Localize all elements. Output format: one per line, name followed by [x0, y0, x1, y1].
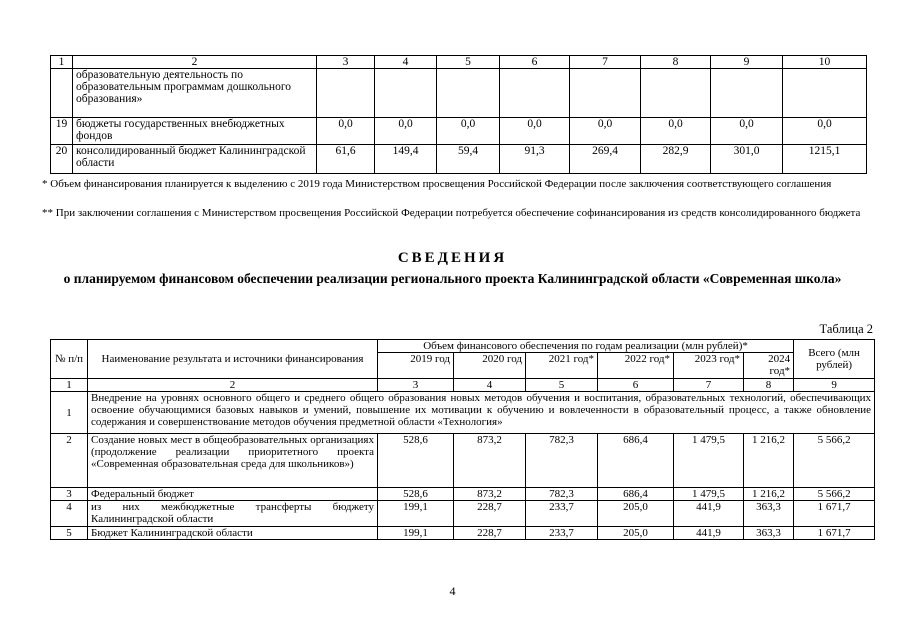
header-name: Наименование результата и источники финансирования: [88, 340, 378, 379]
row-num: 19: [51, 118, 73, 145]
table-header-row: [51, 340, 875, 353]
cell: 0,0: [375, 118, 437, 145]
col-num: 8: [744, 379, 794, 392]
cell: [570, 69, 641, 118]
col-num: 3: [317, 56, 375, 69]
cell: [375, 69, 437, 118]
cell: 1 479,5: [674, 488, 744, 501]
cell: 199,1: [378, 527, 454, 540]
cell: 686,4: [598, 434, 674, 488]
row-num: 2: [51, 434, 88, 488]
cell: 782,3: [526, 434, 598, 488]
cell: 233,7: [526, 501, 598, 527]
footnote-1: * Объем финансирования планируется к выделению с 2019 года Министерством просвещения Российской Федерации после заключения соответствующего соглашения: [42, 178, 832, 190]
row-name: Создание новых мест в общеобразовательных организациях (продолжение реализации приоритетного проекта «Современная образовательная среда для школьников»): [88, 434, 378, 488]
cell: 441,9: [674, 527, 744, 540]
col-num: 4: [454, 379, 526, 392]
cell: 228,7: [454, 527, 526, 540]
col-num: 2: [88, 379, 378, 392]
row-name: Бюджет Калининградской области: [88, 527, 378, 540]
cell: 0,0: [783, 118, 867, 145]
cell: [317, 69, 375, 118]
row-name: бюджеты государственных внебюджетных фондов: [73, 118, 317, 145]
col-num: 8: [641, 56, 711, 69]
row-name: Федеральный бюджет: [88, 488, 378, 501]
cell: [500, 69, 570, 118]
cell: 228,7: [454, 501, 526, 527]
cell: 528,6: [378, 488, 454, 501]
row-name: из них межбюджетные трансферты бюджету Калининградской области: [88, 501, 378, 527]
cell: 873,2: [454, 488, 526, 501]
cell: 363,3: [744, 527, 794, 540]
header-year: 2019 год: [378, 353, 454, 379]
table-row: [51, 434, 875, 488]
table-row: [51, 145, 867, 174]
table-row: [51, 69, 867, 118]
cell: 282,9: [641, 145, 711, 174]
cell: 363,3: [744, 501, 794, 527]
col-num: 2: [73, 56, 317, 69]
cell: 782,3: [526, 488, 598, 501]
header-total: Всего (млн рублей): [794, 340, 875, 379]
row-num: 1: [51, 392, 88, 434]
cell: 5 566,2: [794, 488, 875, 501]
cell: [783, 69, 867, 118]
cell: 59,4: [437, 145, 500, 174]
cell: 0,0: [711, 118, 783, 145]
header-year: 2020 год: [454, 353, 526, 379]
cell: 91,3: [500, 145, 570, 174]
cell: 301,0: [711, 145, 783, 174]
header-year: 2022 год*: [598, 353, 674, 379]
col-num: 1: [51, 56, 73, 69]
cell: 0,0: [570, 118, 641, 145]
cell: 686,4: [598, 488, 674, 501]
cell: 205,0: [598, 527, 674, 540]
continuation-table: [50, 55, 867, 174]
page-number: 4: [449, 584, 456, 598]
table-row: [51, 118, 867, 145]
row-num: 5: [51, 527, 88, 540]
row-num: 4: [51, 501, 88, 527]
row-num: 3: [51, 488, 88, 501]
table-header-row: [51, 56, 867, 69]
cell: 205,0: [598, 501, 674, 527]
cell: 873,2: [454, 434, 526, 488]
cell: 199,1: [378, 501, 454, 527]
row-name: консолидированный бюджет Калининградской области: [73, 145, 317, 174]
header-year: 2023 год*: [674, 353, 744, 379]
table-row: [51, 488, 875, 501]
header-year: 2024 год*: [744, 353, 794, 379]
col-num: 4: [375, 56, 437, 69]
section-title: СВЕДЕНИЯ: [397, 250, 508, 266]
cell: 441,9: [674, 501, 744, 527]
col-num: 1: [51, 379, 88, 392]
header-years: Объем финансового обеспечения по годам реализации (млн рублей)*: [378, 340, 794, 353]
cell: 0,0: [500, 118, 570, 145]
row-num: 20: [51, 145, 73, 174]
cell: [437, 69, 500, 118]
header-year: 2021 год*: [526, 353, 598, 379]
cell: 269,4: [570, 145, 641, 174]
col-num: 10: [783, 56, 867, 69]
cell: 149,4: [375, 145, 437, 174]
table-row: [51, 501, 875, 527]
table-row: [51, 527, 875, 540]
cell: [711, 69, 783, 118]
cell: 1 671,7: [794, 527, 875, 540]
cell: 1215,1: [783, 145, 867, 174]
col-num: 9: [711, 56, 783, 69]
row-text: Внедрение на уровнях основного общего и среднего общего образования новых методов обучения и воспитания, образовательных технологий, обеспечивающих освоение обучающимися базовых навыков и умений, повышение их мотивации к обучению и вовлеченности в образовательный процесс, а также обновление содержания и совершенствование методов обучения предметной области «Технология»: [88, 392, 875, 434]
section-subtitle: о планируемом финансовом обеспечении реализации регионального проекта Калининградской области «Современная школа»: [63, 271, 842, 286]
table-colnum-row: [51, 379, 875, 392]
col-num: 3: [378, 379, 454, 392]
row-num: [51, 69, 73, 118]
col-num: 5: [526, 379, 598, 392]
header-num: № п/п: [51, 340, 88, 379]
cell: 233,7: [526, 527, 598, 540]
cell: 1 216,2: [744, 434, 794, 488]
cell: 1 671,7: [794, 501, 875, 527]
cell: 1 479,5: [674, 434, 744, 488]
col-num: 9: [794, 379, 875, 392]
cell: 528,6: [378, 434, 454, 488]
col-num: 5: [437, 56, 500, 69]
col-num: 7: [570, 56, 641, 69]
cell: 5 566,2: [794, 434, 875, 488]
table-label: Таблица 2: [819, 322, 873, 336]
row-name: образовательную деятельность по образовательным программам дошкольного образования»: [73, 69, 317, 118]
cell: [641, 69, 711, 118]
financing-table: [50, 339, 875, 540]
table-row: [51, 392, 875, 434]
col-num: 6: [500, 56, 570, 69]
cell: 0,0: [437, 118, 500, 145]
col-num: 7: [674, 379, 744, 392]
cell: 0,0: [317, 118, 375, 145]
cell: 1 216,2: [744, 488, 794, 501]
col-num: 6: [598, 379, 674, 392]
cell: 61,6: [317, 145, 375, 174]
cell: 0,0: [641, 118, 711, 145]
footnote-2: ** При заключении соглашения с Министерством просвещения Российской Федерации потребуется обеспечение софинансирования из средств консолидированного бюджета: [42, 207, 861, 219]
